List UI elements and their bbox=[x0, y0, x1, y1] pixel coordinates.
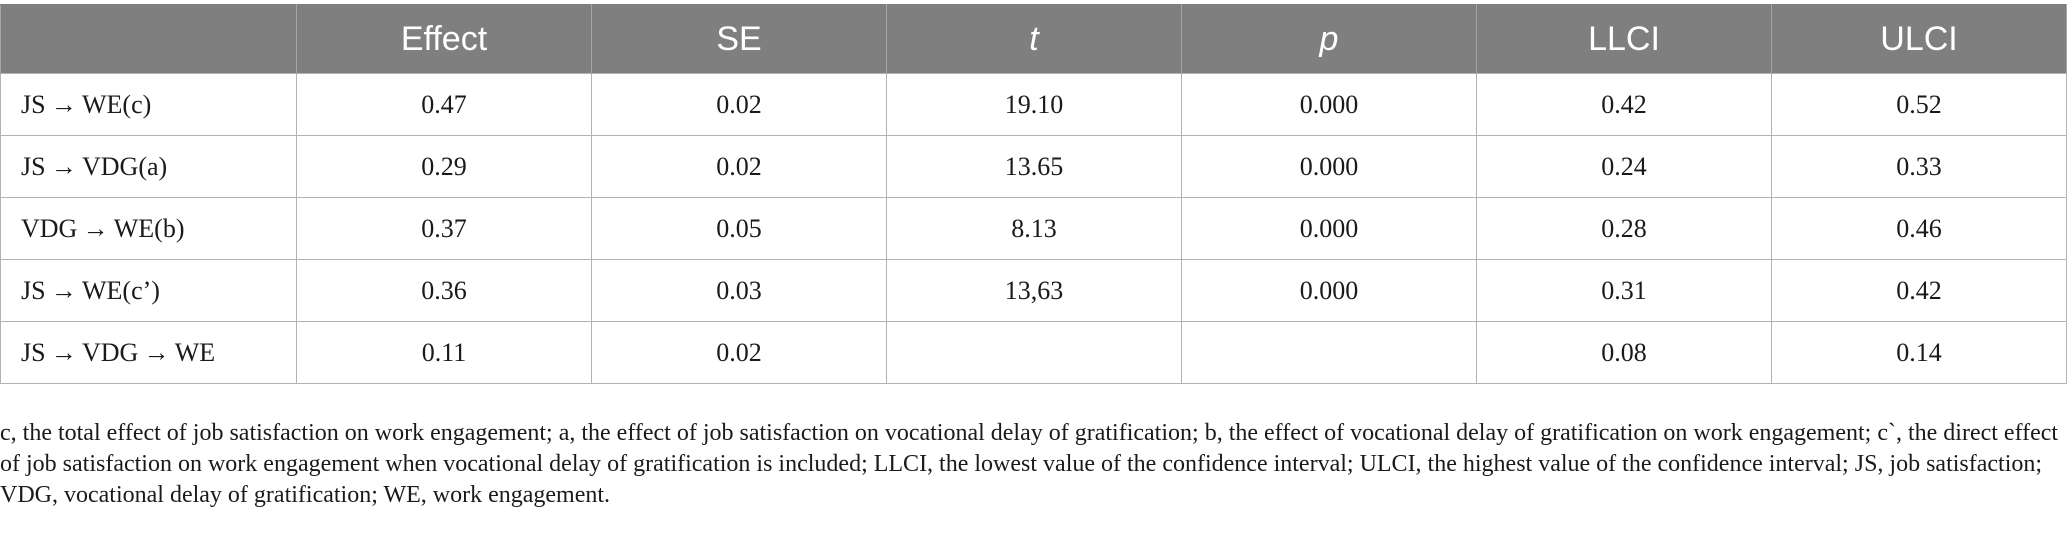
cell-p: 0.000 bbox=[1182, 136, 1477, 198]
cell-effect: 0.47 bbox=[297, 74, 592, 136]
cell-effect: 0.36 bbox=[297, 260, 592, 322]
cell-llci: 0.08 bbox=[1477, 322, 1772, 384]
cell-se: 0.05 bbox=[592, 198, 887, 260]
results-table-container bbox=[0, 4, 2067, 384]
cell-llci: 0.24 bbox=[1477, 136, 1772, 198]
header-ulci: ULCI bbox=[1772, 5, 2067, 74]
row-path-label: JS → VDG(a) bbox=[1, 136, 297, 198]
header-p: p bbox=[1182, 5, 1477, 74]
cell-llci: 0.28 bbox=[1477, 198, 1772, 260]
cell-ulci: 0.46 bbox=[1772, 198, 2067, 260]
cell-t: 13,63 bbox=[887, 260, 1182, 322]
table-footnote: c, the total effect of job satisfaction on work engagement; a, the effect of job satisfaction on vocational delay of gratification; b, the effect of vocational delay of gratification on work engagement; c`, the direct effect of job satisfaction on work engagement when vocational delay of gratification is included; LLCI, the lowest value of the confidence interval; ULCI, the highest value of the confidence interval; JS, job satisfaction; VDG, vocational delay of gratification; WE, work engagement. bbox=[0, 420, 2059, 508]
header-t: t bbox=[887, 5, 1182, 74]
table-header-row bbox=[1, 5, 2067, 74]
table-row bbox=[1, 136, 2067, 198]
cell-p: 0.000 bbox=[1182, 260, 1477, 322]
row-path-label: JS → WE(c’) bbox=[1, 260, 297, 322]
table-row bbox=[1, 322, 2067, 384]
cell-effect: 0.11 bbox=[297, 322, 592, 384]
cell-ulci: 0.14 bbox=[1772, 322, 2067, 384]
cell-effect: 0.29 bbox=[297, 136, 592, 198]
cell-se: 0.03 bbox=[592, 260, 887, 322]
cell-llci: 0.42 bbox=[1477, 74, 1772, 136]
cell-p: 0.000 bbox=[1182, 198, 1477, 260]
cell-ulci: 0.52 bbox=[1772, 74, 2067, 136]
header-path bbox=[1, 5, 297, 74]
header-se: SE bbox=[592, 5, 887, 74]
cell-t: 13.65 bbox=[887, 136, 1182, 198]
table-row bbox=[1, 198, 2067, 260]
cell-ulci: 0.42 bbox=[1772, 260, 2067, 322]
row-path-label: VDG → WE(b) bbox=[1, 198, 297, 260]
table-row bbox=[1, 260, 2067, 322]
row-path-label: JS → VDG → WE bbox=[1, 322, 297, 384]
mediation-results-table bbox=[0, 4, 2067, 384]
cell-se: 0.02 bbox=[592, 74, 887, 136]
cell-se: 0.02 bbox=[592, 136, 887, 198]
cell-t: 19.10 bbox=[887, 74, 1182, 136]
cell-llci: 0.31 bbox=[1477, 260, 1772, 322]
cell-se: 0.02 bbox=[592, 322, 887, 384]
cell-effect: 0.37 bbox=[297, 198, 592, 260]
header-llci: LLCI bbox=[1477, 5, 1772, 74]
cell-p: 0.000 bbox=[1182, 74, 1477, 136]
table-row bbox=[1, 74, 2067, 136]
cell-ulci: 0.33 bbox=[1772, 136, 2067, 198]
row-path-label: JS → WE(c) bbox=[1, 74, 297, 136]
cell-p bbox=[1182, 322, 1477, 384]
cell-t: 8.13 bbox=[887, 198, 1182, 260]
header-effect: Effect bbox=[297, 5, 592, 74]
cell-t bbox=[887, 322, 1182, 384]
